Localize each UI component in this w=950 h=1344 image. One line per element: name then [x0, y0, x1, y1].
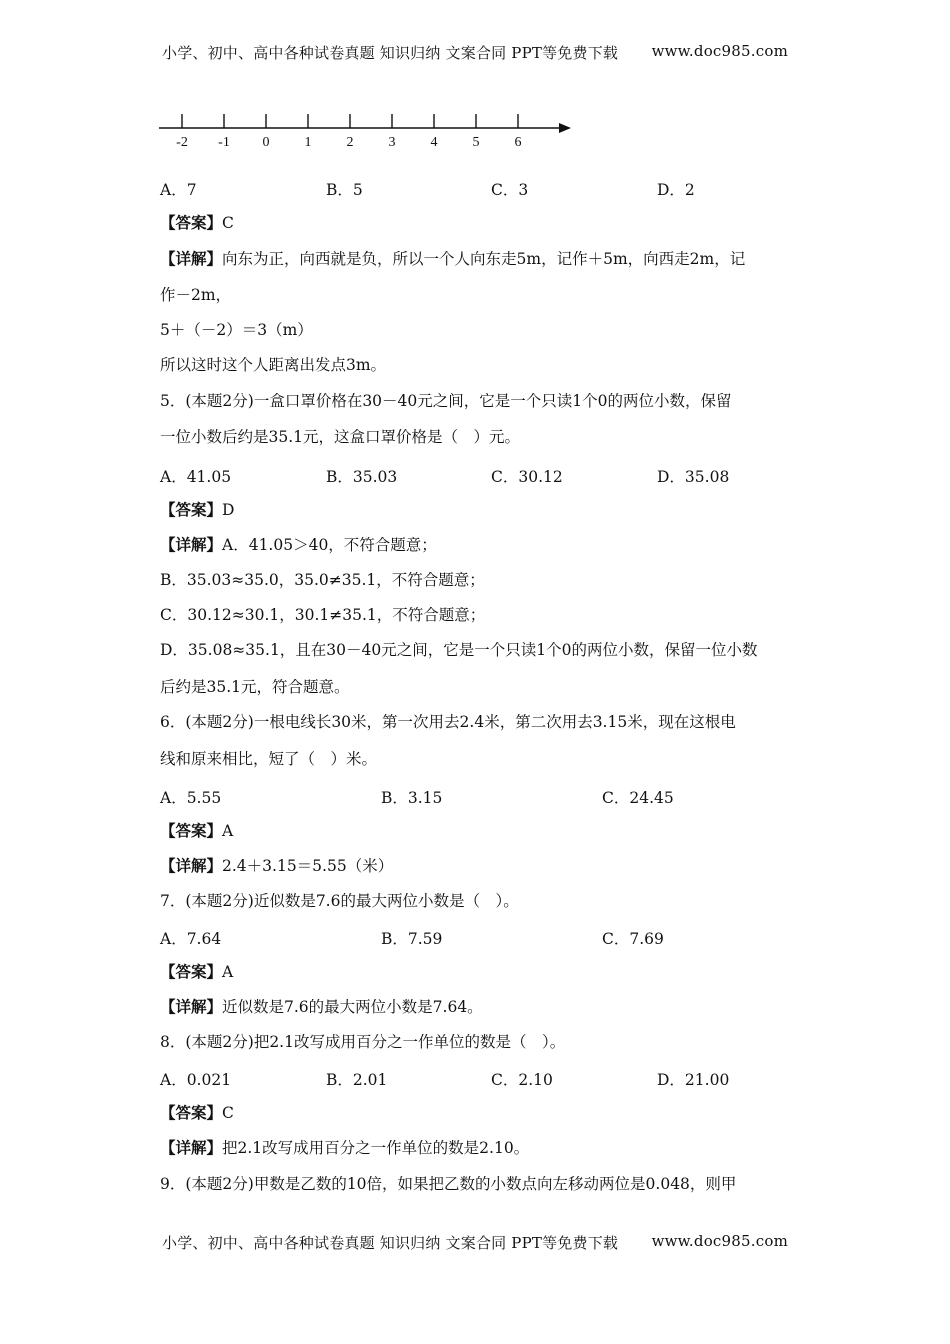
answer-value: A — [222, 822, 234, 840]
q6-detail-1 — [160, 856, 800, 876]
answer-tag: 【答案】 — [160, 500, 223, 519]
footer-left-text: 小学、初中、高中各种试卷真题 知识归纳 文案合同 PPT等免费下载 — [162, 1234, 619, 1252]
page-footer — [162, 1232, 788, 1253]
answer-value: D — [222, 501, 235, 519]
q5-stem-2: 一位小数后约是35.1元，这盒口罩价格是（ ）元。 — [160, 428, 521, 446]
header-url: www.doc985.com — [651, 42, 788, 60]
q7-answer — [160, 962, 800, 982]
q5-detail-3: C．30.12≈30.1，30.1≠35.1，不符合题意； — [160, 606, 486, 624]
q6-option-c: C．24.45 — [602, 789, 674, 807]
q8-detail-1 — [160, 1138, 800, 1158]
q4-option-d: D．2 — [657, 181, 695, 199]
detail-text: A．41.05＞40，不符合题意； — [222, 536, 437, 554]
q5-detail-2: B．35.03≈35.0，35.0≠35.1，不符合题意； — [160, 571, 485, 589]
q5-option-c: C．30.12 — [491, 468, 563, 486]
q5-detail-5: 后约是35.1元，符合题意。 — [160, 678, 350, 696]
detail-tag: 【详解】 — [160, 249, 223, 268]
tick-label: -1 — [218, 135, 230, 150]
q5-detail-4: D．35.08≈35.1，且在30－40元之间，它是一个只读1个0的两位小数，保留一位小数 — [160, 641, 758, 659]
q9-stem-1: 9．(本题2分)甲数是乙数的10倍，如果把乙数的小数点向左移动两位是0.048，则甲 — [160, 1175, 737, 1193]
number-line — [155, 108, 575, 153]
q4-option-c: C．3 — [491, 181, 529, 199]
detail-tag: 【详解】 — [160, 997, 223, 1016]
q5-stem-1: 5．(本题2分)一盒口罩价格在30－40元之间，它是一个只读1个0的两位小数，保留 — [160, 392, 732, 410]
q8-option-b: B．2.01 — [326, 1071, 388, 1089]
detail-text: 近似数是7.6的最大两位小数是7.64。 — [222, 998, 483, 1016]
q8-option-a: A．0.021 — [160, 1071, 232, 1089]
q8-stem-1: 8．(本题2分)把2.1改写成用百分之一作单位的数是（ ）。 — [160, 1033, 566, 1051]
tick-label: 5 — [472, 135, 480, 150]
tick-label: 0 — [262, 135, 270, 150]
detail-tag: 【详解】 — [160, 535, 223, 554]
q5-option-d: D．35.08 — [657, 468, 730, 486]
q7-option-c: C．7.69 — [602, 930, 664, 948]
answer-tag: 【答案】 — [160, 1103, 223, 1122]
q4-answer — [160, 213, 800, 233]
q4-detail-3: 5＋（－2）＝3（m） — [160, 321, 313, 339]
q4-option-b: B．5 — [326, 181, 363, 199]
tick-label: 6 — [514, 135, 522, 150]
footer-url: www.doc985.com — [651, 1232, 788, 1250]
q7-detail-1 — [160, 997, 800, 1017]
q6-stem-1: 6．(本题2分)一根电线长30米，第一次用去2.4米，第二次用去3.15米，现在这根电 — [160, 713, 736, 731]
tick-label: 3 — [388, 135, 396, 150]
detail-tag: 【详解】 — [160, 856, 223, 875]
tick-label: -2 — [176, 135, 188, 150]
tick-label: 4 — [430, 135, 438, 150]
answer-value: A — [222, 963, 234, 981]
q4-option-a: A．7 — [160, 181, 197, 199]
answer-value: C — [222, 1104, 234, 1122]
q6-option-b: B．3.15 — [381, 789, 443, 807]
q8-option-c: C．2.10 — [491, 1071, 553, 1089]
answer-tag: 【答案】 — [160, 821, 223, 840]
q7-options — [160, 927, 800, 947]
q4-detail-4: 所以这时这个人距离出发点3m。 — [160, 356, 387, 374]
q7-stem-1: 7．(本题2分)近似数是7.6的最大两位小数是（ ）。 — [160, 892, 519, 910]
q5-answer — [160, 500, 800, 520]
q6-option-a: A．5.55 — [160, 789, 222, 807]
q8-options — [160, 1068, 800, 1088]
detail-text: 把2.1改写成用百分之一作单位的数是2.10。 — [222, 1139, 530, 1157]
q7-option-b: B．7.59 — [381, 930, 443, 948]
tick-label: 1 — [304, 135, 312, 150]
q5-option-b: B．35.03 — [326, 468, 398, 486]
number-line-arrow — [559, 123, 571, 133]
q4-detail-2: 作－2m， — [160, 286, 232, 304]
answer-tag: 【答案】 — [160, 213, 223, 232]
detail-text: 向东为正，向西就是负，所以一个人向东走5m，记作＋5m，向西走2m，记 — [222, 250, 746, 268]
q6-stem-2: 线和原来相比，短了（ ）米。 — [160, 750, 378, 768]
detail-tag: 【详解】 — [160, 1138, 223, 1157]
q5-detail-1 — [160, 535, 800, 555]
tick-label: 2 — [346, 135, 354, 150]
q6-answer — [160, 821, 800, 841]
page-header — [162, 42, 788, 63]
answer-value: C — [222, 214, 234, 232]
number-line-ticks — [176, 114, 521, 150]
answer-tag: 【答案】 — [160, 962, 223, 981]
q5-options — [160, 465, 800, 485]
q8-answer — [160, 1103, 800, 1123]
q4-detail-1 — [160, 249, 800, 269]
q7-option-a: A．7.64 — [160, 930, 222, 948]
detail-text: 2.4＋3.15＝5.55（米） — [222, 857, 394, 875]
q8-option-d: D．21.00 — [657, 1071, 730, 1089]
q4-options — [160, 178, 800, 198]
q6-options — [160, 786, 800, 806]
q5-option-a: A．41.05 — [160, 468, 232, 486]
header-left-text: 小学、初中、高中各种试卷真题 知识归纳 文案合同 PPT等免费下载 — [162, 44, 619, 62]
